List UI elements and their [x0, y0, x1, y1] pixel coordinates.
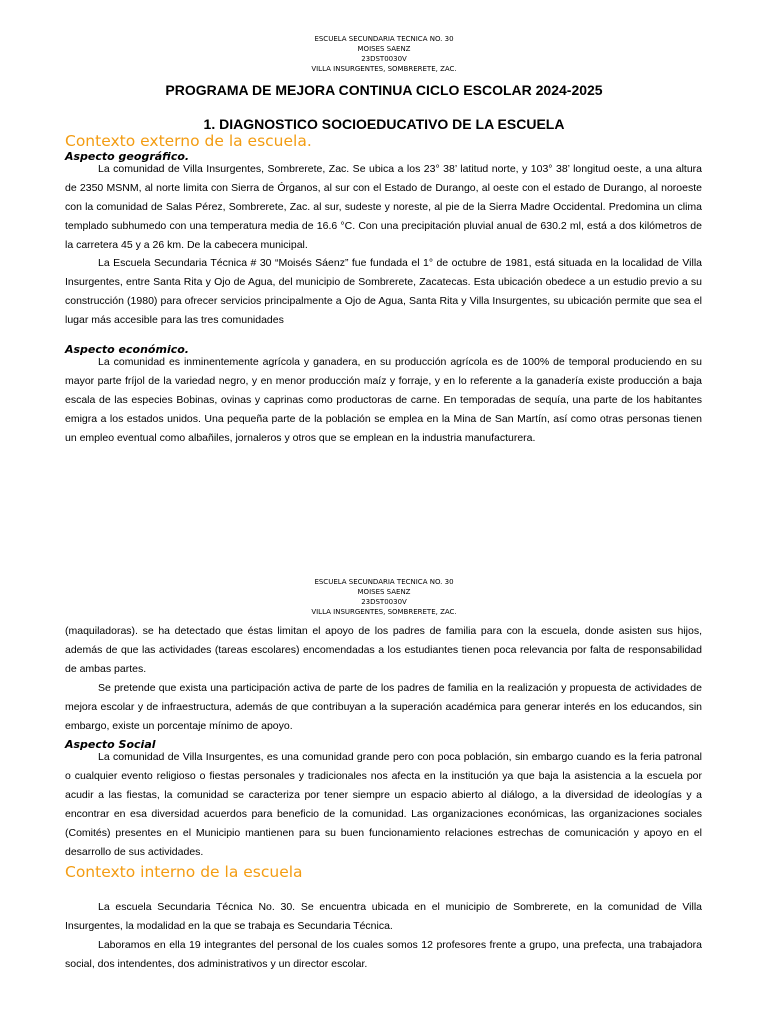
school-namesake: MOISES SAENZ [357, 45, 411, 53]
internal-paragraph-2: Laboramos en ella 19 integrantes del personal de los cuales somos 12 profesores frente a grupo, una prefecta, una trabajadora social, dos intendentes, dos administrativos y un director escolar. [65, 939, 702, 970]
school-namesake: MOISES SAENZ [357, 588, 411, 596]
social-paragraph-1: La comunidad de Villa Insurgentes, es una comunidad grande pero con poca población, sin embargo cuando es la feria patronal o cualquier evento religioso o fiestas personales y tradicionales nos afecta en la institución ya que baja la asistencia a la escuela por acudir a las fiestas, la comunidad se caracteriza por tener siempre un espacio abierto al diálogo, a la diversidad de ideologías y a encontrar en esa diversidad acuerdos para beneficio de la comunidad. Las organizaciones económicas, las organizaciones sociales (Comités) presentes en el Municipio mantienen para su buen funcionamiento relaciones estrechas de comunicación y apoyo en el desarrollo de sus actividades. [65, 751, 702, 858]
social-aspect-heading: Aspecto Social [65, 738, 156, 751]
geographic-paragraph-1: La comunidad de Villa Insurgentes, Sombrerete, Zac. Se ubica a los 23° 38’ latitud norte, y 103° 38’ longitud oeste, a una altura de 2350 MSNM, al norte limita con Sierra de Órganos, al sur con el Estado de Durango, al oeste con el estado de Durango, al noroeste con la comunidad de Salas Pérez, Sombrerete, Zac. al sur, sudeste y noreste, al pie de la Sierra Madre Occidental. Predomina un clima templado subhumedo con una temperatura media de 16.6 °C. Con una precipitación pluvial anual de 630.2 ml, está a dos kilómetros de la carretera 45 y a 26 km. De la cabecera municipal. [65, 163, 702, 251]
geographic-paragraph-2: La Escuela Secundaria Técnica # 30 “Moisés Sáenz” fue fundada el 1° de octubre de 1981, está situada en la localidad de Villa Insurgentes, entre Santa Rita y Ojo de Agua, del municipio de Sombrerete, Zacatecas. Esta ubicación obedece a un estudio previo a su construcción (1980) para ofrecer servicios principalmente a Ojo de Agua, Santa Rita y Villa Insurgentes, su ubicación permite que sea el lugar más accesible para las tres comunidades [65, 257, 702, 326]
school-code: 23DST0030V [361, 55, 407, 63]
geographic-aspect-heading: Aspecto geográfico. [65, 150, 190, 163]
economic-aspect-heading: Aspecto económico. [65, 343, 189, 356]
external-context-heading: Contexto externo de la escuela. [65, 132, 312, 150]
economic-paragraph-1: La comunidad es inminentemente agrícola y ganadera, en su producción agrícola es de 100% de temporal produciendo en su mayor parte fríjol de la variedad negro, y en menor producción maíz y forraje, y en lo referente a la ganadería existe producción a baja escala de las especies Bobinas, ovinas y caprinas como productoras de carne. En temporadas de sequía, una parte de los habitantes emigra a los estados unidos. Una pequeña parte de la población se emplea en la Mina de San Martín, así como otras personas tienen un empleo eventual como albañiles, jornaleros y otros que se emplean en la industria manufacturera. [65, 356, 702, 444]
internal-context-heading: Contexto interno de la escuela [65, 863, 303, 881]
section-number-title: 1. DIAGNOSTICO SOCIOEDUCATIVO DE LA ESCUELA [203, 116, 565, 132]
internal-paragraph-1: La escuela Secundaria Técnica No. 30. Se encuentra ubicada en el municipio de Sombrerete, en la comunidad de Villa Insurgentes, la modalidad en la que se trabaja es Secundaria Técnica. [65, 901, 702, 932]
page-header-2 [0, 577, 768, 617]
school-location: VILLA INSURGENTES, SOMBRERETE, ZAC. [311, 65, 457, 73]
school-code: 23DST0030V [361, 598, 407, 606]
school-location: VILLA INSURGENTES, SOMBRERETE, ZAC. [311, 608, 457, 616]
page-header [0, 34, 768, 74]
school-name: ESCUELA SECUNDARIA TECNICA NO. 30 [314, 578, 454, 586]
school-name: ESCUELA SECUNDARIA TECNICA NO. 30 [314, 35, 454, 43]
economic-paragraph-3: Se pretende que exista una participación activa de parte de los padres de familia en la realización y propuesta de actividades de mejora escolar y de infraestructura, además de que contribuyan a la superación académica para generar interés en los educandos, sin embargo, existe un porcentaje mínimo de apoyo. [65, 682, 702, 732]
document-title: PROGRAMA DE MEJORA CONTINUA CICLO ESCOLAR 2024-2025 [165, 82, 603, 98]
economic-paragraph-2: (maquiladoras). se ha detectado que éstas limitan el apoyo de los padres de familia para con la escuela, donde asisten sus hijos, además de que las actividades (tareas escolares) encomendadas a los estudiantes tienen poca relevancia por falta de responsabilidad de ambas partes. [65, 625, 702, 675]
